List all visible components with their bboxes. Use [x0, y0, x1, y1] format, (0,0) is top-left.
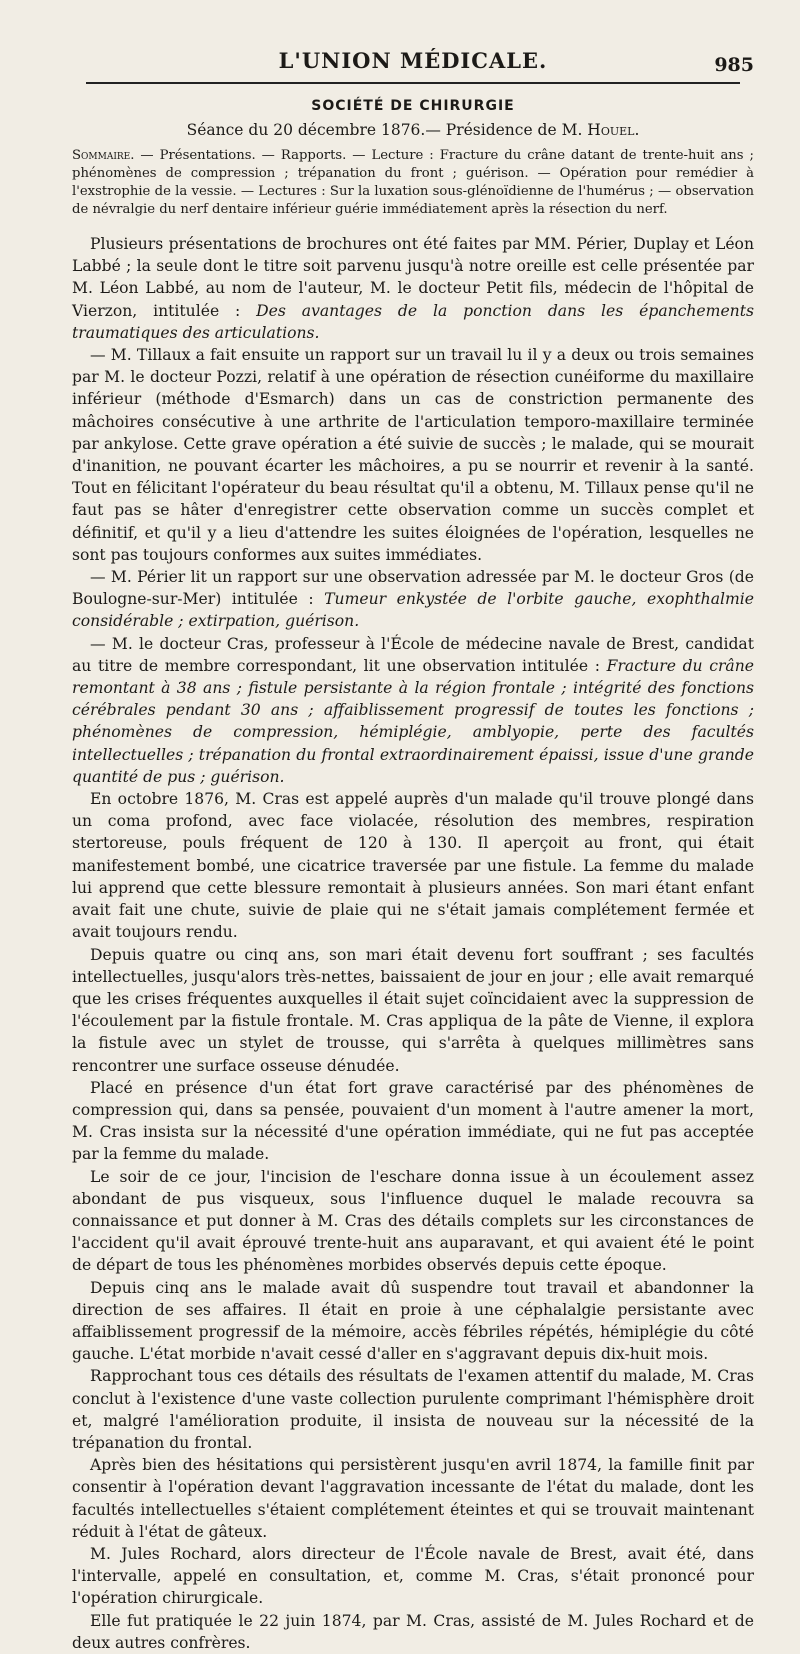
observation-title: Tumeur enkystée de l'orbite gauche, exophthalmie considérable ; extirpation, guérison.	[72, 590, 755, 631]
paragraph-text: Plusieurs présentations de brochures ont été faites par MM. Périer, Duplay et Léon Labbé ; la seule dont le titre soit parvenu jusqu'à notre oreille est celle présentée par M. Léon Labbé, au nom de l'auteur, M. le docteur Petit fils, médecin de l'hôpital de Vierzon, intitulée :	[72, 235, 754, 320]
paragraph-place: Placé en présence d'un état fort grave caractérisé par des phénomènes de compression qui, dans sa pensée, pouvaient d'un moment à l'autre amener la mort, M. Cras insista sur la nécessité d'une opération immédiate, qui ne fut pas acceptée par la femme du malade.	[72, 1078, 754, 1164]
page-number: 985	[714, 54, 754, 76]
section-title: SOCIÉTÉ DE CHIRURGIE	[311, 98, 515, 114]
paragraph-presentations	[72, 233, 754, 344]
session-date-text: Séance du 20 décembre 1876.— Présidence de M.	[186, 121, 588, 139]
paragraph-operation: Elle fut pratiquée le 22 juin 1874, par M. Cras, assisté de M. Jules Rochard et de deux autres confrères.	[72, 1611, 754, 1652]
session-line	[72, 119, 754, 141]
paragraph-soir: Le soir de ce jour, l'incision de l'eschare donna issue à un écoulement assez abondant de pus visqueux, sous l'influence duquel le malade recouvra sa connaissance et put donner à M. Cras des détails complets sur les circonstances de l'accident qu'il avait éprouvé trente-huit ans auparavant, et qui avaient été le point de départ de tous les phénomènes morbides observés depuis cette époque.	[72, 1167, 754, 1275]
observation-title: Fracture du crâne remontant à 38 ans ; fistule persistante à la région frontale ; intégrité des fonctions cérébrales pendant 30 ans ; affaiblissement progressif de toutes les fonctions ; phénomènes de compression, hémiplégie, amblyopie, perte des facultés intellectuelles ; trépanation du frontal extraordinairement épaissi, issue d'une grande quantité de pus ; guérison.	[72, 656, 754, 786]
summary-block	[72, 147, 754, 219]
brochure-title: Des avantages de la ponction dans les épanchements traumatiques des articulations.	[72, 301, 754, 342]
journal-title: L'UNION MÉDICALE.	[278, 48, 548, 73]
paragraph-quatre-ans: Depuis quatre ou cinq ans, son mari était devenu fort souffrant ; ses facultés intellectuelles, jusqu'alors très-nettes, baissaient de jour en jour ; elle avait remarqué que les crises fréquentes auxquelles il était sujet coïncidaient avec la suppression de l'écoulement par la fistule frontale. M. Cras appliqua de la pâte de Vienne, il explora la fistule avec un stylet de trousse, qui s'arrêta à quelques millimètres sans rencontrer une surface osseuse dénudée.	[72, 945, 754, 1075]
header-rule	[86, 82, 740, 84]
paragraph-cras	[72, 633, 754, 788]
paragraph-text: — M. Périer lit un rapport sur une observation adressée par M. le docteur Gros (de Boulogne-sur-Mer) intitulée :	[72, 568, 754, 609]
article-body	[72, 95, 754, 1654]
paragraph-octobre: En octobre 1876, M. Cras est appelé auprès d'un malade qu'il trouve plongé dans un coma profond, avec face violacée, résolution des membres, respiration stertoreuse, pouls fréquent de 120 à 130. Il aperçoit au front, qui était manifestement bombé, une cicatrice traversée par une fistule. La femme du malade lui apprend que cette blessure remontait à plusieurs années. Son mari étant enfant avait fait une chute, suivie de plaie qui ne s'était jamais complétement fermée et avait toujours rendu.	[72, 790, 754, 942]
president-name: Houel	[587, 121, 635, 139]
paragraph-rapprochant: Rapprochant tous ces détails des résultats de l'examen attentif du malade, M. Cras conclut à l'existence d'une vaste collection purulente comprimant l'hémisphère droit et, malgré l'amélioration produite, il insista de nouveau sur la nécessité de la trépanation du frontal.	[72, 1367, 754, 1452]
paragraph-rochard: M. Jules Rochard, alors directeur de l'École navale de Brest, avait été, dans l'intervalle, appelé en consultation, et, comme M. Cras, s'était prononcé pour l'opération chirurgicale.	[72, 1544, 754, 1608]
paragraph-perier	[72, 566, 754, 633]
paragraph-text: — M. le docteur Cras, professeur à l'École de médecine navale de Brest, candidat au titre de membre correspondant, lit une observation intitulée :	[72, 634, 754, 675]
session-line-end: .	[634, 121, 640, 139]
summary-text: — Présentations. — Rapports. — Lecture : Fracture du crâne datant de trente-huit ans ; phénomènes de compression ; trépanation du front ; guérison. — Opération pour remédier à l'exstrophie de la vessie. — Lectures : Sur la luxation sous-glénoïdienne de l'humérus ; — observation de névralgie du nerf dentaire inférieur guérie immédiatement après la résection du nerf.	[72, 148, 754, 217]
paragraph-tillaux: — M. Tillaux a fait ensuite un rapport sur un travail lu il y a deux ou trois semaines par M. le docteur Pozzi, relatif à une opération de résection cunéiforme du maxillaire inférieur (méthode d'Esmarch) dans un cas de constriction permanente des mâchoires consécutive à une arthrite de l'articulation temporo-maxillaire terminée par ankylose. Cette grave opération a été suivie de succès ; le malade, qui se mourait d'inanition, ne pouvant écarter les mâchoires, a pu se nourrir et revenir à la santé. Tout en félicitant l'opérateur du beau résultat qu'il a obtenu, M. Tillaux pense qu'il ne faut pas se hâter d'enregistrer cette observation comme un succès complet et définitif, et qu'il y a lieu d'attendre les suites éloignées de l'opération, lesquelles ne sont pas toujours conformes aux suites immédiates.	[72, 346, 754, 564]
paragraph-hesitations: Après bien des hésitations qui persistèrent jusqu'en avril 1874, la famille finit par consentir à l'opération devant l'aggravation incessante de l'état du malade, dont les facultés intellectuelles s'étaient complétement éteintes et qui se trouvait maintenant réduit à l'état de gâteux.	[72, 1456, 754, 1541]
summary-label: Sommaire.	[72, 148, 135, 163]
paragraph-cinq-ans: Depuis cinq ans le malade avait dû suspendre tout travail et abandonner la direction de ses affaires. Il était en proie à une céphalalgie persistante avec affaiblissement progressif de la mémoire, accès fébriles répétés, hémiplégie du côté gauche. L'état morbide n'avait cessé d'aller en s'aggravant depuis dix-huit mois.	[72, 1278, 754, 1364]
running-header	[72, 46, 754, 86]
